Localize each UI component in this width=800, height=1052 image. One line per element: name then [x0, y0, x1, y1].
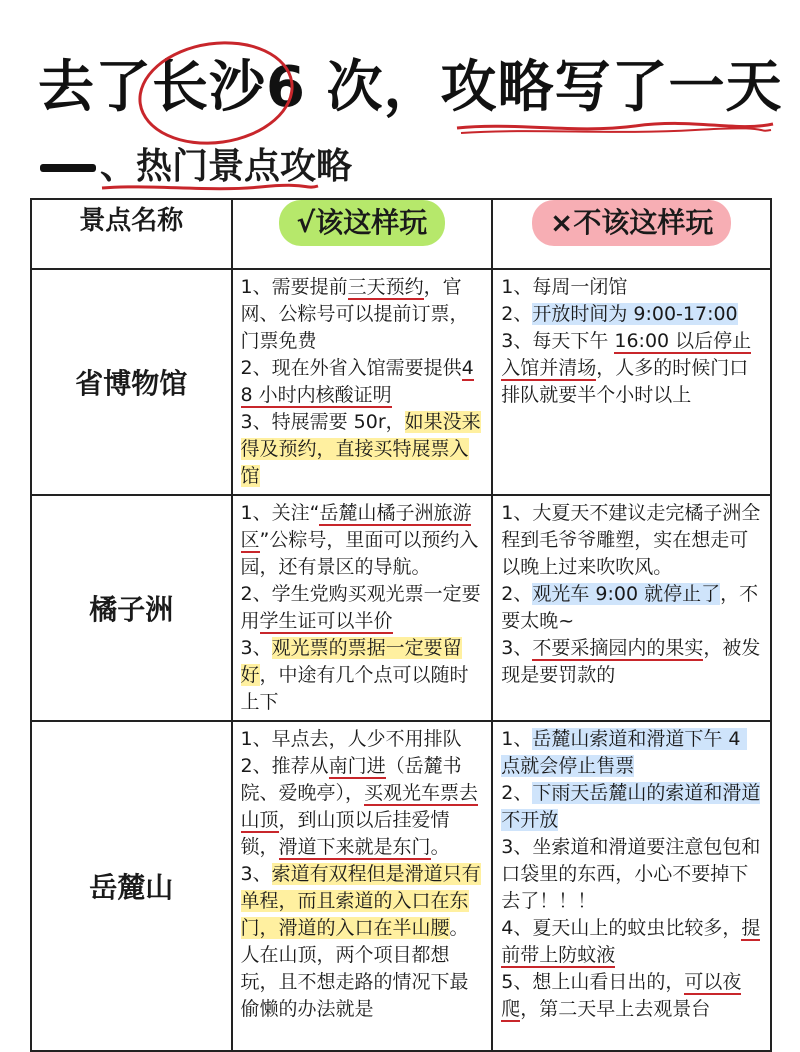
- attractions-table: [30, 198, 772, 1052]
- tip-text-segment: 下雨天岳麓山的索道和滑道不开放: [501, 782, 761, 831]
- tip-text-segment: 观光票的票据一定要留好: [240, 637, 462, 686]
- bad-tips-cell: [492, 721, 771, 1051]
- subtitle-underline-scribble: [100, 182, 320, 194]
- tip-text-segment: 3、每天下午: [501, 330, 609, 352]
- bad-tips: [493, 496, 770, 693]
- table-row: [31, 495, 771, 721]
- good-tips-cell: [232, 721, 493, 1051]
- tip-text-segment: 。人在山顶，两个项目都想玩，且不想走路的情况下最偷懒的办法就是: [240, 917, 469, 1020]
- tip-text-segment: 提前带上防蚊液: [501, 917, 761, 966]
- good-pill: √该这样玩: [279, 200, 446, 246]
- tip-text-segment: 不要采摘园内的果实: [532, 637, 704, 659]
- section-heading-text: 热门景点攻略: [136, 146, 353, 187]
- tip-text-segment: 滑道下来就是东门: [278, 836, 431, 858]
- attraction-name-cell: [31, 721, 232, 1051]
- header-good: [232, 199, 493, 269]
- title-circled-word: [152, 48, 266, 128]
- bad-tips-cell: [492, 495, 771, 721]
- good-tips: [233, 270, 492, 494]
- tip-text-segment: 3、: [240, 637, 272, 659]
- tip-text-segment: 。 3、: [240, 836, 450, 885]
- tip-text-segment: 买观光车票去山顶: [240, 782, 479, 831]
- tip-text-segment: 3、特展需要 50r，: [240, 411, 405, 433]
- bad-tips: [493, 722, 770, 1027]
- tip-text-segment: 南门进: [328, 755, 386, 777]
- good-tips-cell: [232, 495, 493, 721]
- tip-text-segment: ，中途有几个点可以随时上下: [240, 664, 469, 713]
- tip-text-segment: （岳麓书院、爱晚亭），: [240, 755, 462, 804]
- tip-text-segment: 索道有双程但是滑道只有单程，而且索道的入口在东门，滑道的入口在半山腰: [240, 863, 481, 939]
- tip-text-segment: 3、坐索道和滑道要注意包包和口袋里的东西，小心不要掉下去了！！！ 4、夏天山上的蚊虫比较多，: [501, 836, 761, 939]
- good-tips: [233, 496, 492, 720]
- tip-text-segment: ，不要太晚~ 3、: [501, 583, 759, 659]
- tip-text-segment: 2、: [501, 782, 533, 804]
- tip-text-segment: ，人多的时候门口排队就要半个小时以上: [501, 357, 749, 406]
- tip-text-segment: 观光车 9:00 就停止了: [532, 583, 721, 605]
- good-tips: [233, 722, 492, 1027]
- section-number-dash: [40, 164, 96, 172]
- table-row: [31, 269, 771, 495]
- good-tips-cell: [232, 269, 493, 495]
- tip-text-segment: ，第二天早上去观景台: [520, 998, 711, 1020]
- circle-annotation: [132, 32, 301, 155]
- header-bad: [492, 199, 771, 269]
- tip-text-segment: 岳麓山索道和滑道下午 4 点就会停止售票: [501, 728, 747, 777]
- section-number-sep: 、: [100, 146, 137, 187]
- tip-text-segment: 1、大夏天不建议走完橘子洲全程到毛爷爷雕塑，实在想走可以晚上过来吹吹风。 2、: [501, 502, 761, 605]
- title-suffix: 6 次，攻略写了一天: [266, 55, 783, 120]
- bad-tips: [493, 270, 770, 413]
- tip-text-segment: ，官网、公粽号可以提前订票，门票免费 2、现在外省入馆需要提供: [240, 276, 469, 379]
- tip-text-segment: 1、: [501, 728, 533, 750]
- tip-text-segment: ，到山顶以后挂爱情锁，: [240, 809, 450, 858]
- tip-text-segment: 开放时间为 9:00-17:00: [532, 303, 738, 325]
- tip-text-segment: 1、早点去，人少不用排队 2、推荐从: [240, 728, 462, 777]
- bad-pill: ×不该这样玩: [532, 200, 731, 246]
- bad-tips-cell: [492, 269, 771, 495]
- tip-text-segment: 5、想上山看日出的，: [501, 971, 685, 993]
- tip-text-segment: 16:00 以后停止入馆并清场: [501, 330, 752, 379]
- tip-text-segment: 48 小时内核酸证明: [240, 357, 474, 406]
- table-header-row: [31, 199, 771, 269]
- attraction-name-cell: [31, 495, 232, 721]
- tip-text-segment: 如果没来得及预约，直接买特展票入馆: [240, 411, 481, 487]
- title-prefix: 去了: [38, 55, 152, 120]
- title-underline-scribble: [455, 120, 775, 136]
- tip-text-segment: ，被发现是要罚款的: [501, 637, 761, 686]
- tip-text-segment: 可以夜爬: [501, 971, 742, 1020]
- title-circled-text: 长沙: [152, 55, 266, 120]
- attraction-name: 省博物馆: [75, 367, 188, 400]
- tip-text-segment: 1、关注“: [240, 502, 320, 524]
- tip-text-segment: 岳麓山橘子洲旅游区: [240, 502, 472, 551]
- tip-text-segment: 学生证可以半价: [259, 610, 393, 632]
- header-name: 景点名称: [31, 199, 232, 269]
- attraction-name: 岳麓山: [89, 871, 174, 904]
- table-row: [31, 721, 771, 1051]
- tip-text-segment: ”公粽号，里面可以预约入园，还有景区的导航。 2、学生党购买观光票一定要用: [240, 529, 481, 632]
- page-title: [38, 48, 783, 128]
- tip-text-segment: 1、需要提前: [240, 276, 348, 298]
- attraction-name-cell: [31, 269, 232, 495]
- tip-text-segment: 三天预约: [347, 276, 424, 298]
- tip-text-segment: 1、每周一闭馆 2、: [501, 276, 628, 325]
- attraction-name: 橘子洲: [89, 593, 174, 626]
